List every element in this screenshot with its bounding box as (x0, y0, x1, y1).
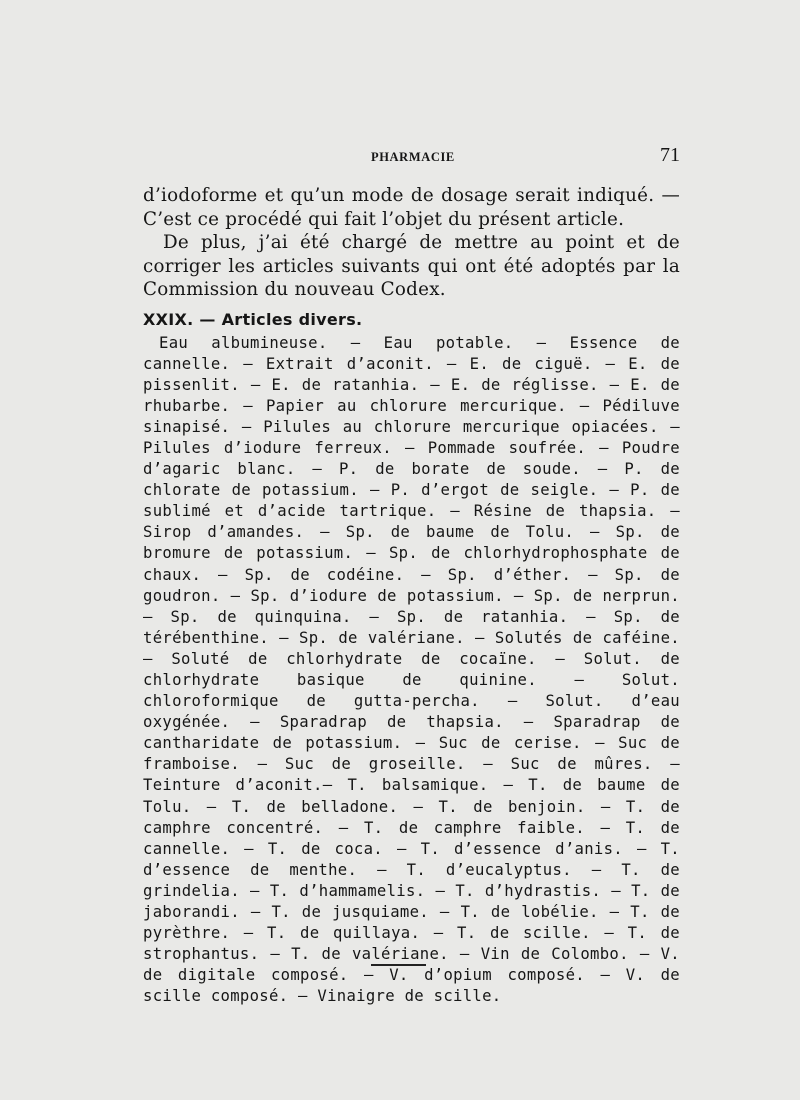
paragraph-intro: De plus, j’ai été chargé de mettre au point et de corriger les articles suivants qui ont été adoptés par la Commission du nouveau Codex. (143, 232, 680, 300)
body-text (143, 184, 680, 1008)
running-head (143, 146, 680, 176)
running-title: PHARMACIE (371, 150, 455, 164)
end-rule (371, 964, 426, 966)
section-heading: XXIX. — Articles divers. (143, 309, 363, 329)
paragraph-continuation: d’iodoforme et qu’un mode de dosage serait indiqué. — C’est ce procédé qui fait l’objet du présent article. (143, 185, 680, 230)
articles-list: Eau albumineuse. — Eau potable. — Essence de cannelle. — Extrait d’aconit. — E. de ciguë. — E. de pissenlit. — E. de ratanhia. — E. de réglisse. — E. de rhubarbe. — Papier au chlorure mercurique. — Pédiluve sinapisé. — Pilules au chlorure mercurique opiacées. — Pilules d’iodure ferreux. — Pommade soufrée. — Poudre d’agaric blanc. — P. de borate de soude. — P. de chlorate de potassium. — P. d’ergot de seigle. — P. de sublimé et d’acide tartrique. — Résine de thapsia. — Sirop d’amandes. — Sp. de baume de Tolu. — Sp. de bromure de potassium. — Sp. de chlorhydrophosphate de chaux. — Sp. de codéine. — Sp. d’éther. — Sp. de goudron. — Sp. d’iodure de potassium. — Sp. de nerprun. — Sp. de quinquina. — Sp. de ratanhia. — Sp. de térébenthine. — Sp. de valériane. — Solutés de caféine. — Soluté de chlorhydrate de cocaïne. — Solut. de chlorhydrate basique de quinine. — Solut. chloroformique de gutta-percha. — Solut. d’eau oxygénée. — Sparadrap de thapsia. — Sparadrap de cantharidate de potassium. — Suc de cerise. — Suc de framboise. — Suc de groseille. — Suc de mûres. — Teinture d’aconit.— T. balsamique. — T. de baume de Tolu. — T. de belladone. — T. de benjoin. — T. de camphre concentré. — T. de camphre faible. — T. de cannelle. — T. de coca. — T. d’essence d’anis. — T. d’essence de menthe. — T. d’eucalyptus. — T. de grindelia. — T. d’hammamelis. — T. d’hydrastis. — T. de jaborandi. — T. de jusquiame. — T. de lobélie. — T. de pyrèthre. — T. de quillaya. — T. de scille. — T. de strophantus. — T. de valériane. — Vin de Colombo. — V. de digitale composé. — V. d’opium composé. — V. de scille composé. — Vinaigre de scille. (143, 333, 680, 1006)
page-number: 71 (660, 144, 680, 166)
